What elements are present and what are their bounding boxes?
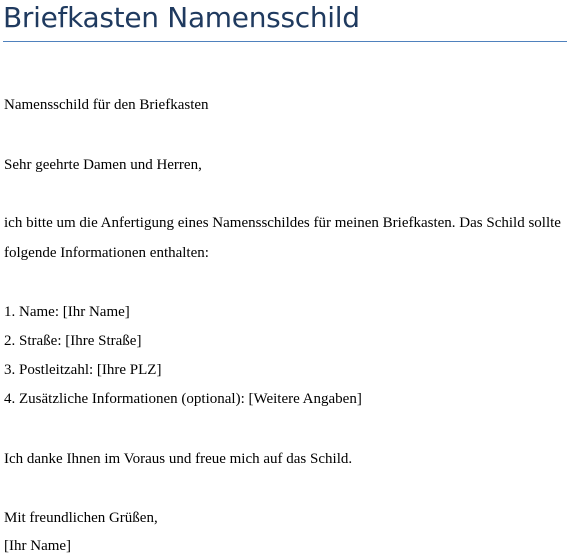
intro-line-2: folgende Informationen enthalten: [4, 245, 209, 261]
salutation: Sehr geehrte Damen und Herren, [4, 157, 202, 173]
thanks-line: Ich danke Ihnen im Voraus und freue mich auf das Schild. [4, 451, 353, 467]
subject-line: Namensschild für den Briefkasten [4, 97, 209, 113]
list-item: 2. Straße: [Ihre Straße] [4, 333, 142, 349]
closing-line: Mit freundlichen Grüßen, [4, 510, 158, 526]
intro-line-1: ich bitte um die Anfertigung eines Namensschildes für meinen Briefkasten. Das Schild sollte [4, 215, 561, 231]
document-title: Briefkasten Namensschild [3, 1, 360, 34]
signature-placeholder: [Ihr Name] [4, 538, 72, 554]
list-item: 1. Name: [Ihr Name] [4, 304, 130, 320]
list-item: 4. Zusätzliche Informationen (optional): [Weitere Angaben] [4, 391, 362, 407]
title-underline [3, 41, 567, 42]
list-item: 3. Postleitzahl: [Ihre PLZ] [4, 362, 162, 378]
